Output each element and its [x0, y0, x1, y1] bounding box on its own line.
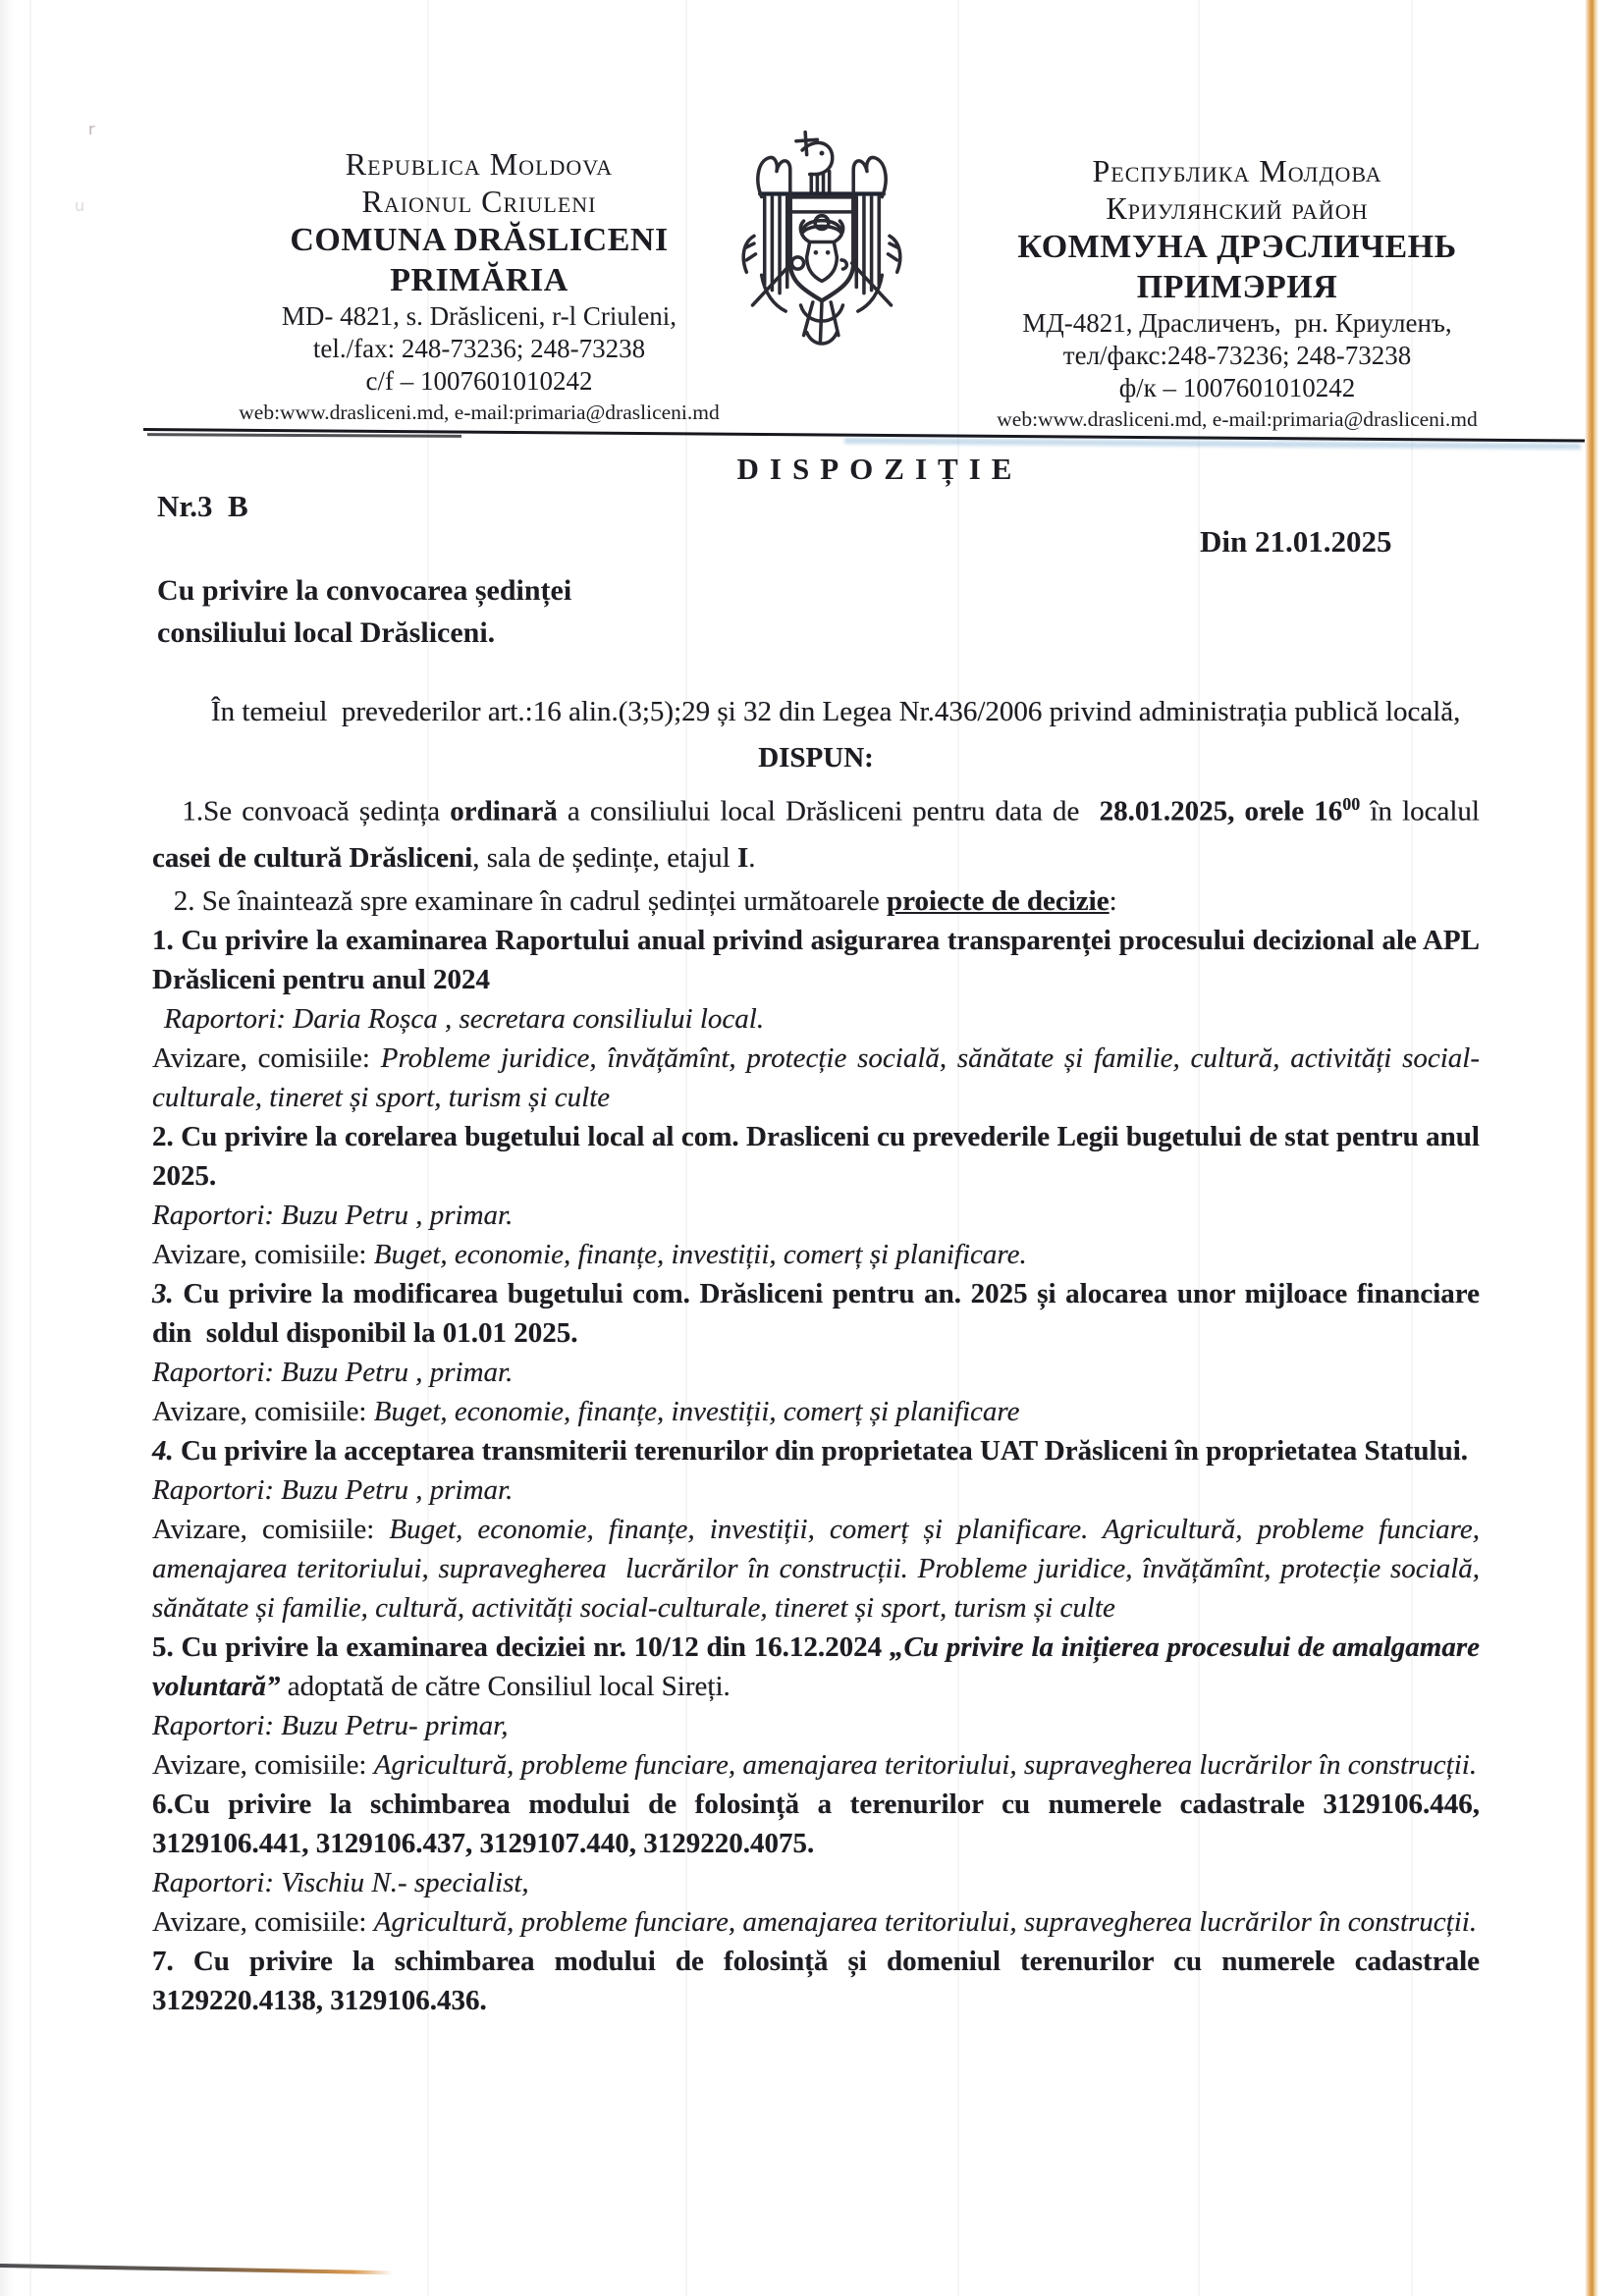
text-segment: Agricultură, probleme funciare, amenajarea teritoriului, supravegherea lucrărilor în construcții.: [373, 1905, 1478, 1938]
paragraph: [152, 1745, 1480, 1785]
text-segment: DISPUN:: [758, 742, 874, 774]
scan-bottom-line: [0, 2264, 393, 2274]
letterhead-left-block: [175, 145, 784, 427]
letterhead-line: Republica Moldova: [345, 146, 614, 182]
text-segment: :: [1109, 884, 1117, 917]
text-segment: 7. Cu privire la schimbarea modului de folosință și domeniul terenurilor cu numerele cadastrale 3129220.4138, 3129106.436.: [152, 1945, 1488, 2016]
letterhead-line: MD- 4821, s. Drăsliceni, r-l Criuleni,: [281, 301, 677, 331]
text-segment: Buget, economie, finanțe, investiții, comerț și planificare. Agricultură, probleme funciare, amenajarea teritoriului, supravegherea lucrărilor în construcții. Probleme juridice, învățămînt, protecție socială, sănătate și familie, cultură, activități social-culturale, tineret și sport, turism și culte: [152, 1513, 1488, 1624]
letterhead-line: ПРИМЭРИЯ: [1136, 269, 1338, 305]
text-segment: 28.01.2025, orele 16: [1099, 795, 1343, 828]
text-segment: Raportori: Buzu Petru , primar.: [152, 1356, 514, 1388]
paragraph: [152, 1353, 1480, 1392]
text-segment: Cu privire la acceptarea transmiterii terenurilor din proprietatea UAT Drăsliceni în proprietatea Statului.: [173, 1434, 1469, 1467]
text-segment: Avizare, comisiile:: [152, 1238, 374, 1270]
letterhead-line: c/f – 1007601010242: [365, 366, 593, 396]
text-segment: Raportori: Buzu Petru , primar.: [152, 1199, 514, 1231]
paragraph: [152, 781, 1494, 881]
paragraph: [152, 1039, 1480, 1117]
subject: [157, 569, 571, 654]
doc-number: Nr.3 B: [157, 489, 248, 523]
paragraph: [152, 1942, 1488, 2020]
text-segment: Probleme juridice, învățămînt, protecție socială, sănătate și familie, cultură, activități social-culturale, tineret și sport, turism și culte: [152, 1041, 1481, 1113]
paragraph: [152, 1510, 1488, 1628]
letterhead-line: COMUNA DRĂSLICENI: [290, 222, 669, 258]
document-title: DISPOZIȚIE: [736, 452, 1023, 486]
text-segment: 2. Cu privire la corelarea bugetului local al com. Drasliceni cu prevederile Legii bugetului de stat pentru anul 2025.: [152, 1120, 1494, 1192]
paragraph: [152, 1431, 1480, 1470]
letterhead-line: Республика Молдова: [1092, 153, 1382, 188]
text-segment: Buget, economie, finanțe, investiții, comerț și planificare.: [373, 1238, 1027, 1270]
text-segment: Avizare, comisiile:: [152, 1513, 390, 1545]
text-segment: Buget, economie, finanțe, investiții, comerț și planificare: [373, 1395, 1020, 1427]
letterhead-line: PRIMĂRIA: [390, 262, 568, 298]
paragraph: [152, 1274, 1488, 1353]
text-segment: .: [748, 841, 756, 874]
text-segment: Avizare, comisiile:: [152, 1748, 374, 1781]
paragraph: [152, 1196, 1480, 1235]
document-body: [152, 689, 1494, 2020]
text-segment: 5. Cu privire la examinarea deciziei nr. 10/12 din 16.12.2024: [152, 1630, 890, 1663]
text-segment: a consiliului local Drăsliceni pentru data de: [557, 795, 1100, 828]
letterhead-line: ф/к – 1007601010242: [1118, 373, 1356, 402]
paragraph: [152, 881, 1480, 921]
text-segment: Raportori: Vischiu N.- specialist,: [152, 1866, 529, 1898]
subject-line-1: Cu privire la convocarea ședinței: [157, 574, 572, 607]
text-segment: Avizare, comisiile:: [152, 1395, 374, 1427]
header-rule-double: [147, 433, 461, 438]
text-segment: Agricultură, probleme funciare, amenajarea teritoriului, supravegherea lucrărilor în construcții.: [373, 1748, 1478, 1781]
paragraph: [152, 1902, 1480, 1942]
paragraph: [152, 735, 1480, 781]
letterhead-line: КОММУНА ДРЭСЛИЧЕНЬ: [1017, 229, 1457, 265]
coat-of-arms-emblem: [731, 128, 913, 353]
text-segment: adoptată de către Consiliul local Sireți.: [280, 1670, 731, 1702]
text-segment: casei de cultură Drăsliceni: [152, 841, 473, 874]
text-segment: 3.: [152, 1277, 174, 1309]
text-segment: în localul: [1360, 795, 1494, 828]
doc-date: Din 21.01.2025: [1200, 524, 1392, 559]
paragraph: [152, 689, 1480, 735]
letterhead-line: web:www.drasliceni.md, e-mail:primaria@drasliceni.md: [239, 400, 720, 424]
letterhead-line: Криулянский район: [1106, 190, 1369, 226]
letterhead-right-block: [941, 152, 1534, 434]
paragraph: [152, 1392, 1480, 1431]
pencil-mark: u: [75, 196, 85, 215]
text-segment: „Cu privire la inițierea procesului de amalgamare voluntară”: [152, 1630, 1488, 1702]
text-segment: Raportori: Buzu Petru- primar,: [152, 1709, 509, 1741]
paragraph: [152, 1785, 1488, 1863]
scan-edge-shadow: [0, 0, 14, 2296]
paragraph: [152, 1863, 1480, 1902]
paragraph: [152, 1470, 1480, 1510]
paragraph: [152, 1628, 1488, 1706]
text-segment: 1.Se convoacă ședința: [152, 795, 451, 828]
text-segment: 1. Cu privire la examinarea Raportului anual privind asigurarea transparenței procesului decizional ale APL Drăsliceni pentru anul 2024: [152, 924, 1488, 995]
text-segment: proiecte de decizie: [887, 884, 1110, 917]
text-segment: Avizare, comisiile:: [152, 1041, 381, 1074]
text-segment: , sala de ședințe, etajul: [472, 841, 737, 874]
text-segment: 4.: [152, 1434, 174, 1467]
text-segment: Cu privire la modificarea bugetului com. Drăsliceni pentru an. 2025 și alocarea unor mijloace financiare din soldul disponibil la 01.01 2025.: [152, 1277, 1488, 1349]
pencil-mark: r: [88, 120, 95, 138]
page-edge-stripe: [1585, 0, 1598, 2296]
text-segment: Raportori: Daria Roșca , secretara consiliului local.: [164, 1002, 765, 1035]
text-segment: 2. Se înaintează spre examinare în cadrul ședinței următoarele: [152, 884, 888, 917]
paragraph: [152, 1706, 1480, 1745]
paragraph: [152, 1235, 1480, 1274]
letterhead-line: Raionul Criuleni: [361, 184, 597, 219]
letterhead-line: web:www.drasliceni.md, e-mail:primaria@drasliceni.md: [997, 407, 1478, 431]
text-segment: 00: [1342, 794, 1361, 814]
letterhead-line: tel./fax: 248-73236; 248-73238: [312, 334, 646, 363]
text-segment: Raportori: Buzu Petru , primar.: [152, 1473, 514, 1506]
letterhead-line: тел/факс:248-73236; 248-73238: [1062, 341, 1412, 370]
text-segment: Avizare, comisiile:: [152, 1905, 374, 1938]
paragraph: [152, 999, 1480, 1039]
text-segment: ordinară: [450, 795, 558, 828]
letterhead-line: МД-4821, Драсличенъ, рн. Криуленъ,: [1022, 308, 1452, 338]
text-segment: I: [736, 841, 749, 874]
subject-line-2: consiliului local Drăsliceni.: [157, 616, 496, 649]
paragraph: [152, 921, 1488, 999]
text-segment: În temeiul prevederilor art.:16 alin.(3;5);29 și 32 din Legea Nr.436/2006 privind administrația publică locală,: [211, 696, 1461, 727]
paragraph: [152, 1117, 1494, 1196]
text-segment: 6.Cu privire la schimbarea modului de folosință a terenurilor cu numerele cadastrale 3129106.446, 3129106.441, 3129106.437, 3129107.440, 3129220.4075.: [152, 1788, 1488, 1859]
scan-seam: [29, 0, 31, 2296]
